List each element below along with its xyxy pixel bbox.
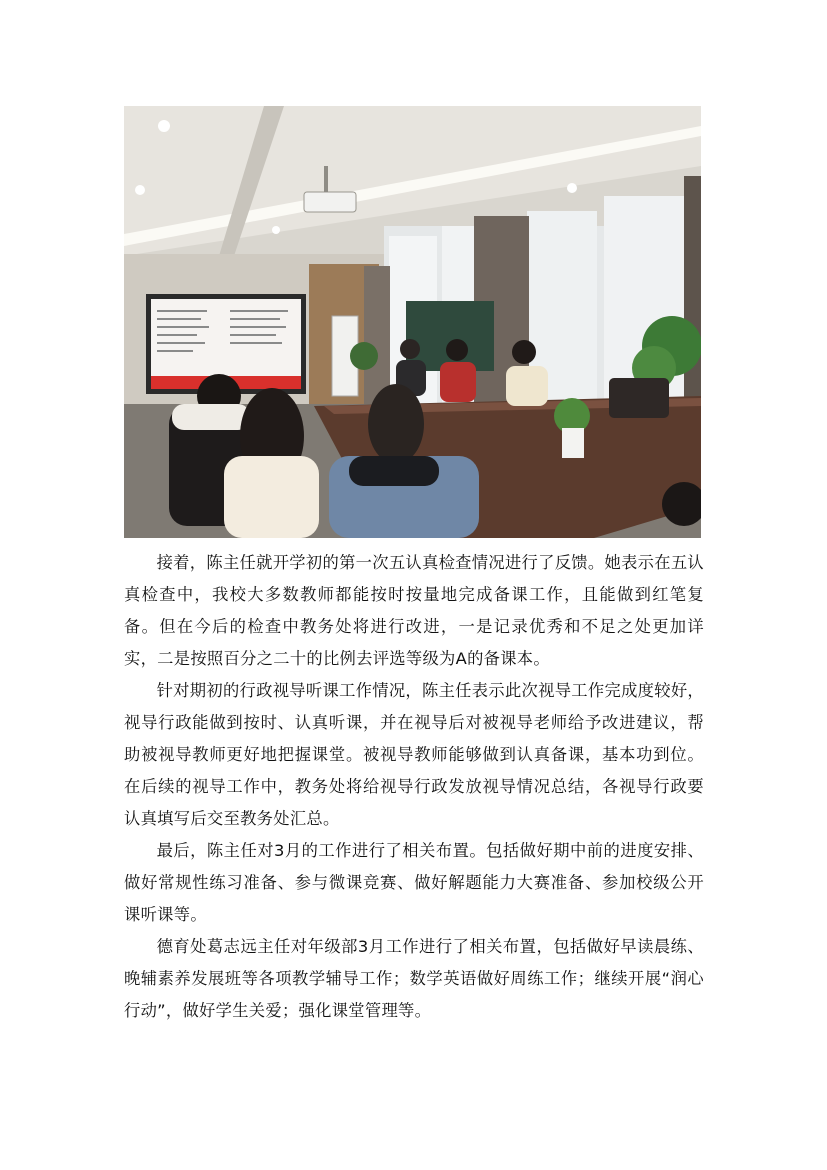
paragraph-3: 最后，陈主任对3月的工作进行了相关布置。包括做好期中前的进度安排、做好常规性练习准备、参与微课竞赛、做好解题能力大赛准备、参加校级公开课听课等。 <box>124 841 704 924</box>
paragraph-1: 接着，陈主任就开学初的第一次五认真检查情况进行了反馈。她表示在五认真检查中，我校大多数教师都能按时按量地完成备课工作，且能做到红笔复备。但在今后的检查中教务处将进行改进，一是记录优秀和不足之处更加详实，二是按照百分之二十的比例去评选等级为A的备课本。 <box>124 553 704 668</box>
meeting-photo <box>124 106 701 538</box>
paragraph-4: 德育处葛志远主任对年级部3月工作进行了相关布置，包括做好早读晨练、晚辅素养发展班等各项教学辅导工作；数学英语做好周练工作；继续开展“润心行动”，做好学生关爱；强化课堂管理等。 <box>124 937 704 1020</box>
article-text <box>124 547 704 1027</box>
paragraph-2: 针对期初的行政视导听课工作情况，陈主任表示此次视导工作完成度较好，视导行政能做到按时、认真听课，并在视导后对被视导老师给予改进建议，帮助被视导教师更好地把握课堂。被视导教师能够做到认真备课，基本功到位。在后续的视导工作中，教务处将给视导行政发放视导情况总结，各视导行政要认真填写后交至教务处汇总。 <box>124 681 704 828</box>
